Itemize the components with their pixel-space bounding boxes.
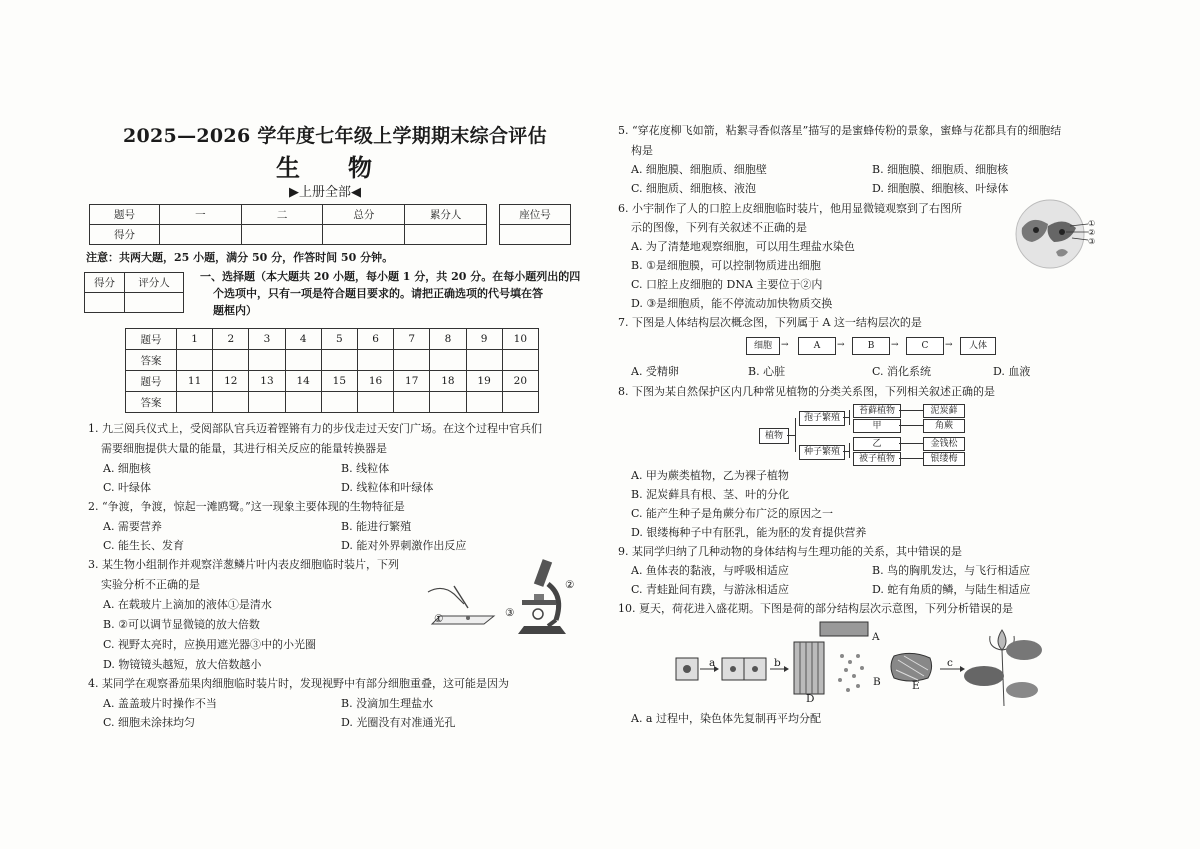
answer-header: 题号: [126, 371, 177, 392]
answer-header: 11: [177, 371, 213, 392]
answer-cell[interactable]: [466, 350, 502, 371]
q10-stem: 10. 夏天，荷花进入盛花期。下图是荷的部分结构层次示意图，下列分析错误的是: [618, 602, 1013, 615]
diagram10-label-c: c: [947, 657, 953, 669]
diagram8-moss: 苔藓植物: [853, 404, 901, 418]
diagram10-label-a: a: [709, 657, 716, 669]
answer-header: 18: [430, 371, 466, 392]
answer-cell[interactable]: [177, 350, 213, 371]
answer-header: 5: [321, 329, 357, 350]
diagram7-node-b: B: [852, 337, 890, 355]
q3-option-a[interactable]: A. 在载玻片上滴加的液体①是清水: [103, 598, 272, 611]
q7-option-a[interactable]: A. 受精卵: [631, 365, 679, 378]
diagram7-node-a: A: [798, 337, 836, 355]
q5-option-c[interactable]: C. 细胞质、细胞核、液泡: [631, 182, 757, 195]
scope-label: ▶上册全部◀: [289, 185, 361, 200]
microscope-label-3: ③: [505, 607, 515, 619]
q5-stem: 构是: [631, 144, 653, 157]
q9-option-c[interactable]: C. 青蛙趾间有蹼，与游泳相适应: [631, 583, 790, 596]
q8-option-d[interactable]: D. 银缕梅种子中有胚乳，能为胚的发育提供营养: [631, 526, 867, 539]
diagram8-connector: [849, 410, 850, 425]
q1-stem: 1. 九三阅兵仪式上，受阅部队官兵迈着铿锵有力的步伐走过天安门广场。在这个过程中官兵们: [88, 422, 542, 435]
score-input[interactable]: [323, 225, 405, 245]
answer-cell[interactable]: [394, 350, 430, 371]
q10-option-a[interactable]: A. a 过程中，染色体先复制再平均分配: [631, 712, 821, 725]
diagram7-node-c: C: [906, 337, 944, 355]
arrow-right-icon: →: [781, 340, 789, 350]
answer-header: 题号: [126, 329, 177, 350]
score-cell: 得分: [90, 225, 160, 245]
answer-cell[interactable]: [321, 392, 357, 413]
q8-option-c[interactable]: C. 能产生种子是角蕨分布广泛的原因之一: [631, 507, 834, 520]
q6-option-d[interactable]: D. ③是细胞质，能不停流动加快物质交换: [631, 297, 833, 310]
q2-option-b[interactable]: B. 能进行繁殖: [341, 520, 412, 533]
seat-input[interactable]: [500, 225, 571, 245]
q7-option-c[interactable]: C. 消化系统: [872, 365, 932, 378]
answer-header: 4: [285, 329, 321, 350]
diagram7-node-cell: 细胞: [746, 337, 780, 355]
subject-title: 生 物: [276, 153, 372, 182]
grader-cell: 得分: [85, 273, 125, 293]
answer-header: 9: [466, 329, 502, 350]
score-table: [89, 204, 487, 245]
q2-option-d[interactable]: D. 能对外界刺激作出反应: [341, 539, 467, 552]
q3-option-d[interactable]: D. 物镜镜头越短，放大倍数越小: [103, 658, 262, 671]
diagram7-node-body: 人体: [960, 337, 996, 355]
answer-header: 12: [213, 371, 249, 392]
diagram8-peat: 泥炭藓: [923, 404, 965, 418]
lotus-structure-diagram: [672, 620, 1062, 710]
q1-option-d[interactable]: D. 线粒体和叶绿体: [341, 481, 434, 494]
score-cell: 二: [241, 205, 323, 225]
q1-option-a[interactable]: A. 细胞核: [103, 462, 151, 475]
exam-note: 注意：共两大题，25 小题，满分 50 分，作答时间 50 分钟。: [86, 251, 394, 264]
q1-option-b[interactable]: B. 线粒体: [341, 462, 390, 475]
diagram8-spore: 孢子繁殖: [799, 411, 845, 426]
score-input[interactable]: [241, 225, 323, 245]
micro-label-1: ①: [1088, 219, 1096, 228]
q6-stem: 6. 小宇制作了人的口腔上皮细胞临时装片，他用显微镜观察到了右图所: [618, 202, 962, 215]
q7-stem: 7. 下图是人体结构层次概念图，下列属于 A 这一结构层次的是: [618, 316, 922, 329]
answer-header: 15: [321, 371, 357, 392]
answer-cell[interactable]: [249, 392, 285, 413]
answer-label: 答案: [126, 350, 177, 371]
answer-header: 13: [249, 371, 285, 392]
score-cell: 题号: [90, 205, 160, 225]
q5-stem: 5. “穿花度柳飞如箭，粘絮寻香似落星”描写的是蜜蜂传粉的景象，蜜蜂与花都具有的细胞结: [618, 124, 1062, 137]
score-input[interactable]: [159, 225, 241, 245]
diagram8-connector: [899, 458, 923, 459]
section1-heading: 个选项中，只有一项是符合题目要求的。请把正确选项的代号填在答: [213, 287, 543, 300]
diagram8-connector: [795, 418, 796, 452]
q6-option-a[interactable]: A. 为了清楚地观察细胞，可以用生理盐水染色: [631, 240, 855, 253]
diagram10-label-B: B: [873, 676, 881, 688]
q7-option-d[interactable]: D. 血液: [993, 365, 1031, 378]
q1-option-c[interactable]: C. 叶绿体: [103, 481, 152, 494]
diagram10-label-D: D: [806, 693, 815, 705]
seat-label: 座位号: [500, 205, 571, 225]
grader-cell: 评分人: [124, 273, 183, 293]
q3-stem: 实验分析不正确的是: [101, 578, 200, 591]
diagram10-label-E: E: [912, 680, 920, 692]
answer-cell[interactable]: [213, 350, 249, 371]
answer-cell[interactable]: [177, 392, 213, 413]
diagram8-connector: [899, 410, 923, 411]
micro-label-3: ③: [1088, 237, 1096, 246]
answer-header: 2: [213, 329, 249, 350]
answer-header: 19: [466, 371, 502, 392]
q8-stem: 8. 下图为某自然保护区内几种常见植物的分类关系图，下列相关叙述正确的是: [618, 385, 995, 398]
q6-option-b[interactable]: B. ①是细胞膜，可以控制物质进出细胞: [631, 259, 821, 272]
answer-cell[interactable]: [357, 350, 393, 371]
answer-cell[interactable]: [285, 350, 321, 371]
figure-label-1: ①: [434, 613, 444, 625]
micro-label-2: ②: [1088, 228, 1096, 237]
answer-header: 1: [177, 329, 213, 350]
answer-header: 6: [357, 329, 393, 350]
arrow-right-icon: →: [891, 340, 899, 350]
diagram8-yi: 乙: [853, 437, 901, 451]
q4-option-d[interactable]: D. 光圈没有对准通光孔: [341, 716, 456, 729]
answer-cell[interactable]: [430, 350, 466, 371]
answer-header: 16: [357, 371, 393, 392]
q4-option-a[interactable]: A. 盖盖玻片时操作不当: [103, 697, 217, 710]
q6-stem: 示的图像，下列有关叙述不正确的是: [631, 221, 807, 234]
seat-table: [499, 204, 571, 245]
score-cell: 一: [159, 205, 241, 225]
q7-option-b[interactable]: B. 心脏: [748, 365, 786, 378]
answer-cell[interactable]: [321, 350, 357, 371]
q4-option-c[interactable]: C. 细胞未涂抹均匀: [103, 716, 196, 729]
q5-option-d[interactable]: D. 细胞膜、细胞核、叶绿体: [872, 182, 1009, 195]
answer-cell[interactable]: [213, 392, 249, 413]
score-input[interactable]: [405, 225, 487, 245]
q2-option-a[interactable]: A. 需要营养: [103, 520, 162, 533]
diagram8-larch: 金钱松: [923, 437, 965, 451]
answer-cell[interactable]: [502, 392, 538, 413]
q5-option-a[interactable]: A. 细胞膜、细胞质、细胞壁: [631, 163, 767, 176]
q2-stem: 2. “争渡，争渡，惊起一滩鸥鹭。”这一现象主要体现的生物特征是: [88, 500, 405, 513]
q8-option-b[interactable]: B. 泥炭藓具有根、茎、叶的分化: [631, 488, 790, 501]
answer-header: 7: [394, 329, 430, 350]
q9-option-d[interactable]: D. 蛇有角质的鳞，与陆生相适应: [872, 583, 1031, 596]
exam-title: 2025—2026 学年度七年级上学期期末综合评估: [123, 125, 547, 147]
q9-option-b[interactable]: B. 鸟的胸肌发达，与飞行相适应: [872, 564, 1031, 577]
q6-option-c[interactable]: C. 口腔上皮细胞的 DNA 主要位于②内: [631, 278, 823, 291]
q3-option-b[interactable]: B. ②可以调节显微镜的放大倍数: [103, 618, 260, 631]
answer-table: [125, 328, 539, 413]
diagram8-connector: [787, 435, 795, 436]
answer-header: 20: [502, 371, 538, 392]
diagram8-connector: [899, 443, 923, 444]
answer-cell[interactable]: [285, 392, 321, 413]
q9-stem: 9. 某同学归纳了几种动物的身体结构与生理功能的关系，其中错误的是: [618, 545, 962, 558]
q2-option-c[interactable]: C. 能生长、发育: [103, 539, 185, 552]
answer-cell[interactable]: [466, 392, 502, 413]
microscope-label-2: ②: [565, 579, 575, 591]
q1-stem: 需要细胞提供大量的能量，其进行相关反应的能量转换器是: [101, 442, 387, 455]
diagram10-label-A: A: [872, 631, 880, 643]
score-cell: 总分: [323, 205, 405, 225]
diagram10-label-b: b: [774, 657, 781, 669]
grader-table: [84, 272, 184, 313]
diagram8-connector: [849, 443, 850, 458]
answer-cell[interactable]: [430, 392, 466, 413]
answer-header: 14: [285, 371, 321, 392]
diagram8-angio: 被子植物: [853, 452, 901, 466]
diagram8-witch: 银缕梅: [923, 452, 965, 466]
section1-heading: 题框内）: [213, 304, 257, 317]
diagram8-seed: 种子繁殖: [799, 445, 845, 460]
section1-heading: 一、选择题（本大题共 20 小题，每小题 1 分，共 20 分。在每小题列出的四: [200, 270, 581, 283]
q4-option-b[interactable]: B. 没滴加生理盐水: [341, 697, 434, 710]
grader-input[interactable]: [124, 293, 183, 313]
answer-header: 3: [249, 329, 285, 350]
q9-option-a[interactable]: A. 鱼体表的黏液，与呼吸相适应: [631, 564, 789, 577]
diagram8-connector: [899, 425, 923, 426]
q3-option-c[interactable]: C. 视野太亮时，应换用遮光器③中的小光圈: [103, 638, 317, 651]
answer-cell[interactable]: [502, 350, 538, 371]
answer-header: 8: [430, 329, 466, 350]
diagram8-fern: 角蕨: [923, 419, 965, 433]
q3-stem: 3. 某生物小组制作并观察洋葱鳞片叶内表皮细胞临时装片，下列: [88, 558, 399, 571]
diagram8-jia: 甲: [853, 419, 901, 433]
answer-cell[interactable]: [394, 392, 430, 413]
q4-stem: 4. 某同学在观察番茄果肉细胞临时装片时，发现视野中有部分细胞重叠，这可能是因为: [88, 677, 509, 690]
q8-option-a[interactable]: A. 甲为蕨类植物，乙为裸子植物: [631, 469, 789, 482]
answer-cell[interactable]: [249, 350, 285, 371]
arrow-right-icon: →: [945, 340, 953, 350]
answer-header: 17: [394, 371, 430, 392]
q5-option-b[interactable]: B. 细胞膜、细胞质、细胞核: [872, 163, 1009, 176]
answer-cell[interactable]: [357, 392, 393, 413]
cheek-cell-micrograph: [1012, 196, 1094, 272]
microscope-icon: [508, 556, 576, 640]
diagram8-plant: 植物: [759, 428, 789, 444]
arrow-right-icon: →: [837, 340, 845, 350]
score-cell: 累分人: [405, 205, 487, 225]
answer-header: 10: [502, 329, 538, 350]
grader-input[interactable]: [85, 293, 125, 313]
answer-label: 答案: [126, 392, 177, 413]
